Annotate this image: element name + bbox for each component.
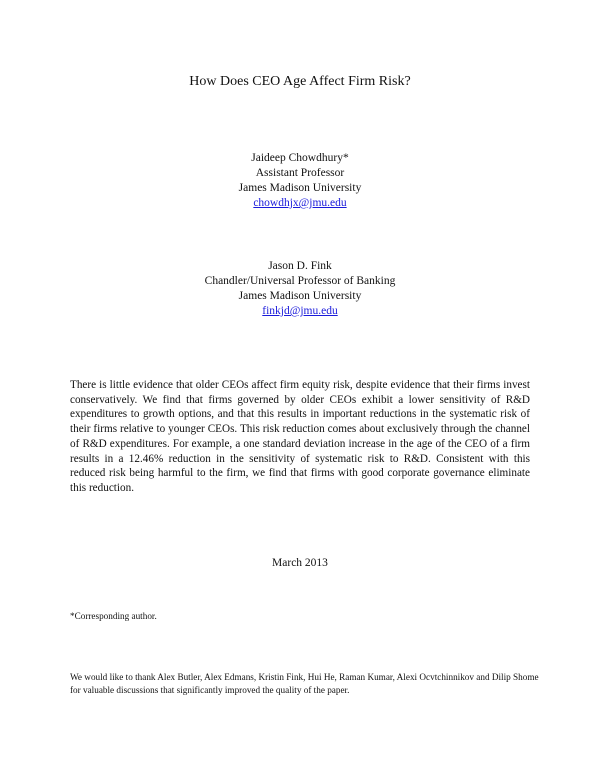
abstract-text: There is little evidence that older CEOs affect firm equity risk, despite evidence that their firms invest conservatively. We find that firms governed by older CEOs exhibit a lower sensitivity of R&D expenditures to growth options, and that this results in important reductions in the systematic risk of their firms relative to younger CEOs. This risk reduction comes about exclusively through the channel of R&D expenditures. For example, a one standard deviation increase in the age of the CEO of a firm results in a 12.46% reduction in the sensitivity of systematic risk to R&D. Consistent with this reduced risk being harmful to the firm, we find that firms with good corporate governance eliminate this reduction. xyxy=(70,379,530,494)
author-email-link[interactable]: finkjd@jmu.edu xyxy=(262,305,338,317)
author-affiliation: James Madison University xyxy=(238,182,362,194)
author-name: Jason D. Fink xyxy=(268,260,332,272)
publication-date: March 2013 xyxy=(272,557,328,569)
author-block-1 xyxy=(0,151,600,211)
author-affiliation: James Madison University xyxy=(238,290,362,302)
author-block-2 xyxy=(0,259,600,319)
author-position: Chandler/Universal Professor of Banking xyxy=(204,275,396,287)
author-name: Jaideep Chowdhury* xyxy=(251,152,349,164)
author-email-link[interactable]: chowdhjx@jmu.edu xyxy=(253,197,347,209)
author-position: Assistant Professor xyxy=(255,167,345,179)
corresponding-author-footnote: *Corresponding author. xyxy=(70,611,157,621)
paper-title: How Does CEO Age Affect Firm Risk? xyxy=(189,74,411,89)
acknowledgment-text: We would like to thank Alex Butler, Alex Edmans, Kristin Fink, Hui He, Raman Kumar, Alexi Ocvtchinnikov and Dilip Shome for valuable discussions that significantly improved the quality of the paper. xyxy=(70,672,539,695)
